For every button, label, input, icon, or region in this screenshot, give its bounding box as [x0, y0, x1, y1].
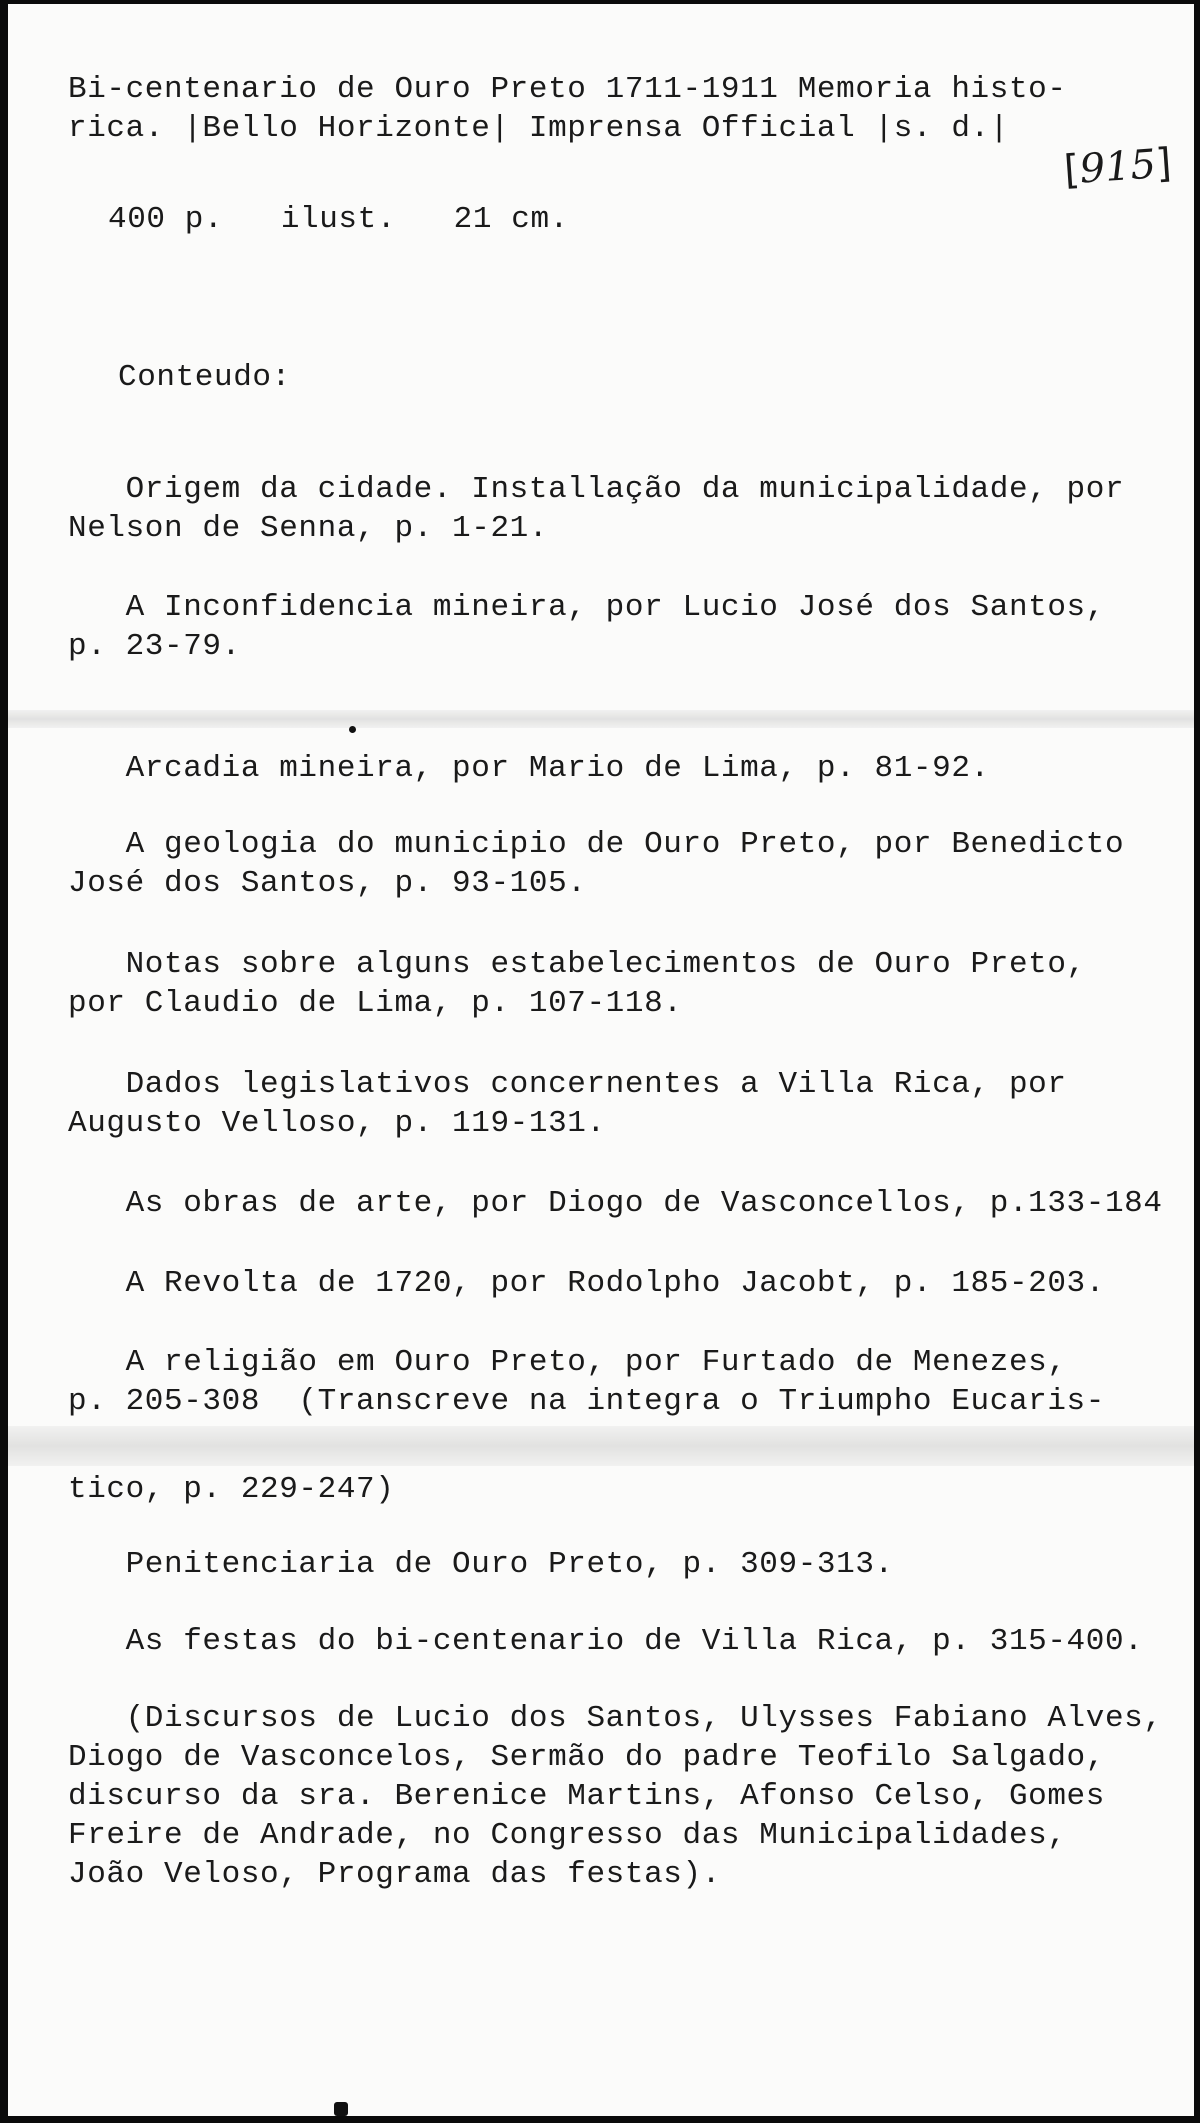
- catalog-card: [8, 4, 1194, 2116]
- ink-dot: [349, 726, 356, 733]
- title-line-1: Bi-centenario de Ouro Preto 1711-1911 Memoria histo-: [68, 72, 1067, 107]
- entry-line: Diogo de Vasconcelos, Sermão do padre Teofilo Salgado,: [68, 1740, 1105, 1775]
- collation: 400 p. ilust. 21 cm.: [108, 202, 569, 237]
- scan-seam: [8, 710, 1194, 728]
- entry-line: As festas do bi-centenario de Villa Rica, p. 315-400.: [68, 1624, 1144, 1659]
- entry-line: Dados legislativos concernentes a Villa Rica, por: [68, 1067, 1067, 1102]
- scan-seam: [8, 1426, 1194, 1466]
- entry-line: Nelson de Senna, p. 1-21.: [68, 511, 549, 546]
- entry-line: por Claudio de Lima, p. 107-118.: [68, 986, 683, 1021]
- entry-line: José dos Santos, p. 93-105.: [68, 866, 587, 901]
- title-line-2: rica. |Bello Horizonte| Imprensa Official |s. d.|: [68, 111, 1009, 146]
- entry-line: p. 23-79.: [68, 629, 241, 664]
- entry-line: discurso da sra. Berenice Martins, Afonso Celso, Gomes: [68, 1779, 1105, 1814]
- entry-line: Freire de Andrade, no Congresso das Municipalidades,: [68, 1818, 1067, 1853]
- punch-mark: [334, 2102, 348, 2116]
- entry-line: A Revolta de 1720, por Rodolpho Jacobt, p. 185-203.: [68, 1266, 1105, 1301]
- entry-line: A geologia do municipio de Ouro Preto, por Benedicto: [68, 827, 1125, 862]
- entry-line: p. 205-308 (Transcreve na integra o Triumpho Eucaris-: [68, 1384, 1105, 1419]
- entry-line: Notas sobre alguns estabelecimentos de Ouro Preto,: [68, 947, 1086, 982]
- entry-line: As obras de arte, por Diogo de Vasconcellos, p.133-184: [68, 1186, 1163, 1221]
- entry-line: A religião em Ouro Preto, por Furtado de Menezes,: [68, 1345, 1067, 1380]
- entry-line: Arcadia mineira, por Mario de Lima, p. 81-92.: [68, 751, 990, 786]
- entry-line: A Inconfidencia mineira, por Lucio José dos Santos,: [68, 590, 1105, 625]
- contents-heading: Conteudo:: [118, 360, 291, 395]
- entry-line: (Discursos de Lucio dos Santos, Ulysses Fabiano Alves,: [68, 1701, 1163, 1736]
- entry-line: João Veloso, Programa das festas).: [68, 1857, 721, 1892]
- entry-line: Penitenciaria de Ouro Preto, p. 309-313.: [68, 1547, 894, 1582]
- call-number: [915]: [1062, 140, 1174, 194]
- entry-line: tico, p. 229-247): [68, 1472, 395, 1507]
- call-number-value: 915: [1078, 141, 1158, 193]
- entry-line: Augusto Velloso, p. 119-131.: [68, 1106, 606, 1141]
- entry-line: Origem da cidade. Installação da municipalidade, por: [68, 472, 1125, 507]
